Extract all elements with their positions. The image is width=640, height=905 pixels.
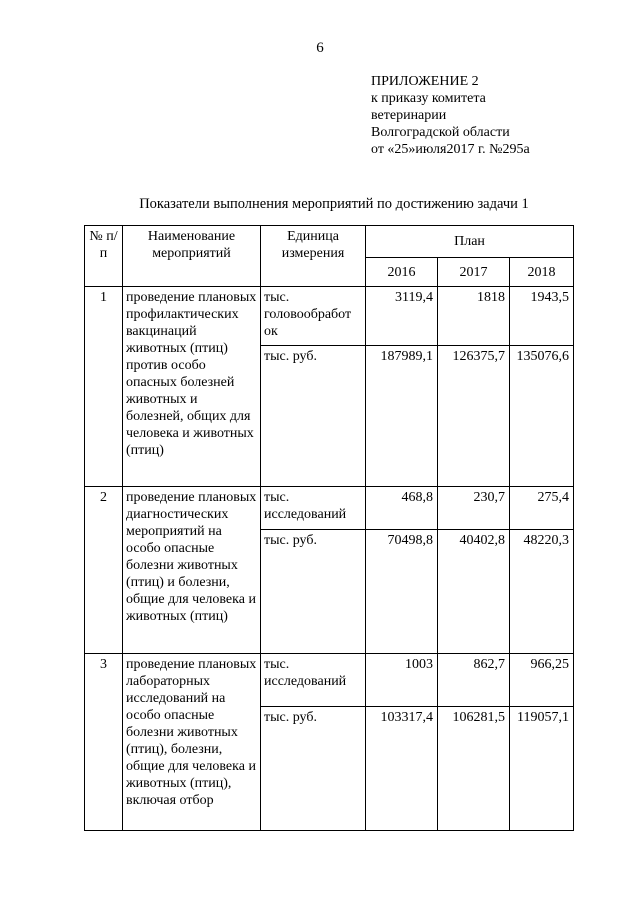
row-value-2017: 126375,7 bbox=[438, 346, 510, 487]
row-value-2016: 3119,4 bbox=[366, 287, 438, 346]
row-value-2018: 119057,1 bbox=[510, 707, 574, 831]
table-title: Показатели выполнения мероприятий по достижению задачи 1 bbox=[139, 196, 529, 212]
row-number: 2 bbox=[85, 487, 123, 654]
table-row bbox=[85, 287, 574, 346]
appendix-line-2: ветеринарии bbox=[371, 108, 447, 123]
row-value-2016: 103317,4 bbox=[366, 707, 438, 831]
page-number: 6 bbox=[316, 40, 324, 56]
appendix-title: ПРИЛОЖЕНИЕ 2 bbox=[371, 74, 479, 89]
row-value-2017: 106281,5 bbox=[438, 707, 510, 831]
row-unit: тыс. исследований bbox=[261, 654, 366, 707]
row-value-2018: 135076,6 bbox=[510, 346, 574, 487]
row-unit: тыс. руб. bbox=[261, 346, 366, 487]
appendix-block bbox=[371, 73, 530, 158]
row-value-2018: 966,25 bbox=[510, 654, 574, 707]
row-unit: тыс. руб. bbox=[261, 530, 366, 654]
appendix-line-3: Волгоградской области bbox=[371, 125, 510, 140]
row-unit: тыс. руб. bbox=[261, 707, 366, 831]
row-value-2017: 862,7 bbox=[438, 654, 510, 707]
row-unit: тыс. головообработ ок bbox=[261, 287, 366, 346]
row-value-2016: 468,8 bbox=[366, 487, 438, 530]
row-value-2017: 230,7 bbox=[438, 487, 510, 530]
header-no: № п/п bbox=[85, 226, 123, 287]
header-year-2017: 2017 bbox=[438, 258, 510, 287]
row-value-2017: 40402,8 bbox=[438, 530, 510, 654]
row-number: 1 bbox=[85, 287, 123, 487]
header-year-2016: 2016 bbox=[366, 258, 438, 287]
row-name: проведение плановых диагностических мероприятий на особо опасные болезни животных (птиц) и болезни, общие для человека и животных (птиц) bbox=[123, 487, 261, 654]
row-value-2016: 1003 bbox=[366, 654, 438, 707]
row-name: проведение плановых профилактических вакцинаций животных (птиц) против особо опасных болезней животных и болезней, общих для человека и животных (птиц) bbox=[123, 287, 261, 487]
header-plan: План bbox=[366, 226, 574, 258]
row-value-2017: 1818 bbox=[438, 287, 510, 346]
row-value-2018: 48220,3 bbox=[510, 530, 574, 654]
row-unit: тыс. исследований bbox=[261, 487, 366, 530]
table-row bbox=[85, 487, 574, 530]
indicators-table bbox=[84, 225, 574, 831]
row-name: проведение плановых лабораторных исследований на особо опасные болезни животных (птиц), болезни, общие для человека и животных (птиц), включая отбор bbox=[123, 654, 261, 831]
appendix-line-4: от «25»июля2017 г. №295а bbox=[371, 142, 530, 157]
row-value-2018: 275,4 bbox=[510, 487, 574, 530]
appendix-line-1: к приказу комитета bbox=[371, 91, 486, 106]
header-name: Наименование мероприятий bbox=[123, 226, 261, 287]
header-unit: Единица измерения bbox=[261, 226, 366, 287]
header-year-2018: 2018 bbox=[510, 258, 574, 287]
row-value-2018: 1943,5 bbox=[510, 287, 574, 346]
table-row bbox=[85, 654, 574, 707]
row-number: 3 bbox=[85, 654, 123, 831]
row-value-2016: 187989,1 bbox=[366, 346, 438, 487]
row-value-2016: 70498,8 bbox=[366, 530, 438, 654]
